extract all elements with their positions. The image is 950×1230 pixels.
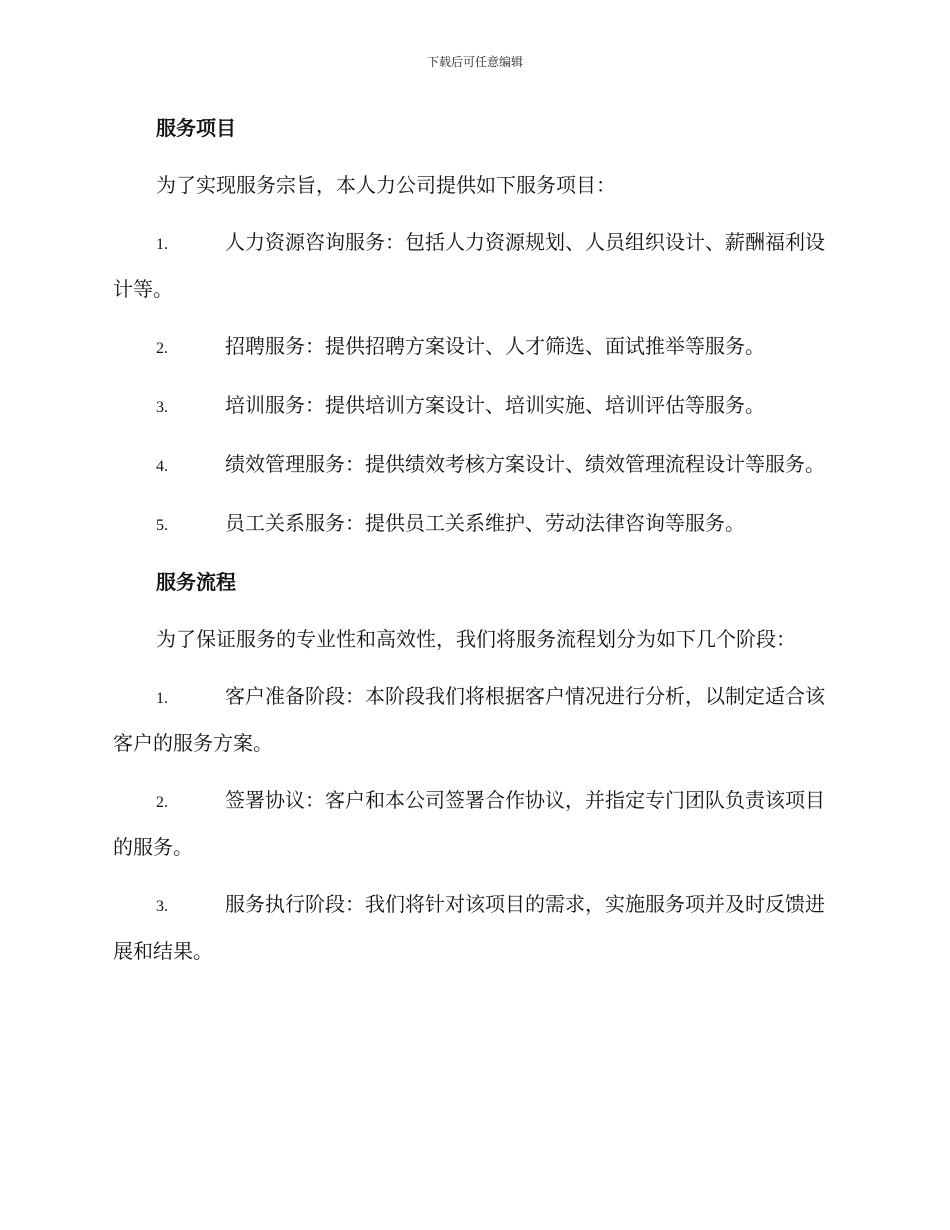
process-intro: 为了保证服务的专业性和高效性，我们将服务流程划分为如下几个阶段： (156, 627, 796, 651)
list-item-text: 培训服务：提供培训方案设计、培训实施、培训评估等服务。 (225, 393, 765, 417)
list-item-number: 5. (156, 517, 168, 534)
services-intro: 为了实现服务宗旨，本人力公司提供如下服务项目： (156, 173, 616, 197)
list-item-number: 2. (156, 340, 168, 357)
list-item-text: 人力资源咨询服务：包括人力资源规划、人员组织设计、薪酬福利设计等。 (113, 230, 825, 301)
list-item-text: 绩效管理服务：提供绩效考核方案设计、绩效管理流程设计等服务。 (225, 452, 825, 476)
list-item-text: 招聘服务：提供招聘方案设计、人才筛选、面试推举等服务。 (225, 334, 765, 358)
list-item-number: 4. (156, 458, 168, 475)
list-item (113, 674, 835, 766)
list-item-text: 服务执行阶段：我们将针对该项目的需求，实施服务项并及时反馈进展和结果。 (113, 892, 825, 963)
list-item (113, 442, 835, 489)
document-body (113, 106, 835, 986)
list-item (113, 383, 835, 430)
list-item-number: 2. (156, 794, 168, 811)
list-item (113, 220, 835, 312)
list-item (113, 501, 835, 548)
section-heading-process: 服务流程 (156, 570, 236, 594)
list-item (113, 778, 835, 870)
section-heading-services: 服务项目 (156, 116, 236, 140)
list-item-number: 1. (156, 690, 168, 707)
list-item (113, 882, 835, 974)
page-header: 下载后可任意编辑 (426, 55, 523, 69)
list-item-text: 签署协议：客户和本公司签署合作协议，并指定专门团队负责该项目的服务。 (113, 788, 825, 859)
list-item-number: 1. (156, 236, 168, 253)
list-item (113, 324, 835, 371)
list-item-text: 客户准备阶段：本阶段我们将根据客户情况进行分析，以制定适合该客户的服务方案。 (113, 684, 825, 755)
list-item-number: 3. (156, 399, 168, 416)
list-item-text: 员工关系服务：提供员工关系维护、劳动法律咨询等服务。 (225, 511, 745, 535)
list-item-number: 3. (156, 898, 168, 915)
